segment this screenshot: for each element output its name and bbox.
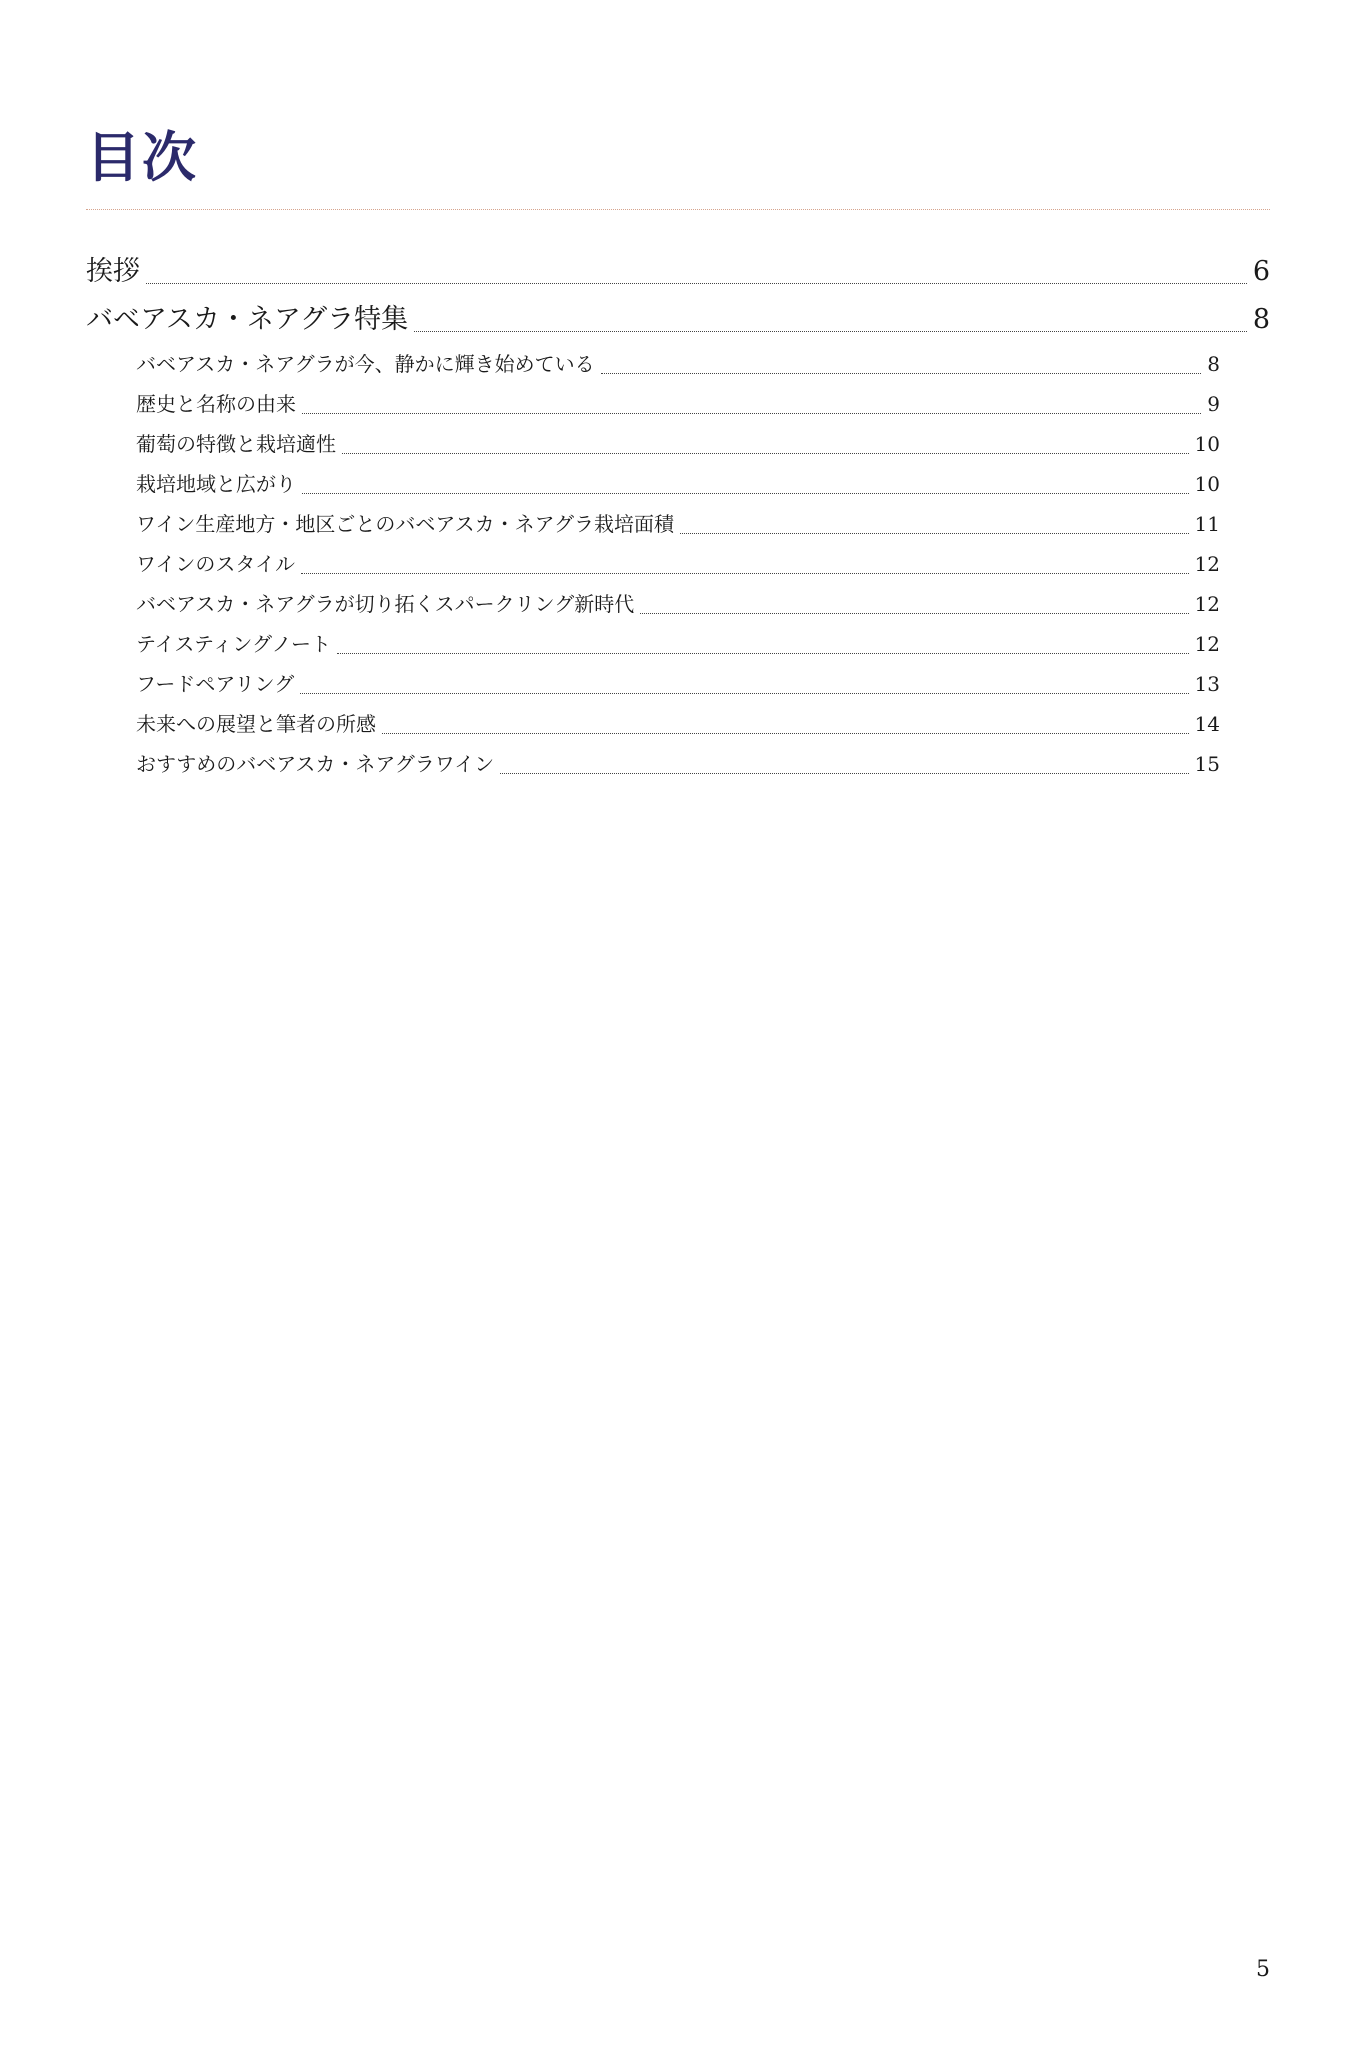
toc-entry-page: 15 [1194, 752, 1220, 776]
toc-entry-page: 10 [1194, 432, 1220, 456]
toc-leader-dots [300, 693, 1188, 694]
toc-entry-label: 栽培地域と広がり [136, 472, 296, 496]
toc-entry-label: バベアスカ・ネアグラ特集 [86, 304, 409, 335]
toc-subentry[interactable] [136, 504, 1220, 544]
toc-subentry[interactable] [136, 744, 1220, 784]
title-divider [86, 209, 1270, 210]
toc-entry-label: テイスティングノート [136, 632, 331, 656]
toc-entry-label: バベアスカ・ネアグラが今、静かに輝き始めている [136, 352, 595, 376]
toc-leader-dots [500, 773, 1188, 774]
toc-entry-label: 葡萄の特徴と栽培適性 [136, 432, 336, 456]
toc-entry-page: 14 [1194, 712, 1220, 736]
toc-entry-label: ワインのスタイル [136, 552, 295, 576]
toc-leader-dots [680, 533, 1189, 534]
toc-entry-page: 9 [1207, 392, 1220, 416]
toc-subentry[interactable] [136, 624, 1220, 664]
page-number: 5 [1256, 1957, 1270, 1982]
toc-entry-label: 歴史と名称の由来 [136, 392, 296, 416]
toc-subentry[interactable] [136, 584, 1220, 624]
toc-leader-dots [146, 283, 1247, 284]
toc-entry-page: 10 [1194, 472, 1220, 496]
toc-leader-dots [301, 573, 1189, 574]
page-title: 目次 [86, 125, 198, 189]
toc-entry-label: フードペアリング [136, 672, 295, 696]
toc-leader-dots [640, 613, 1188, 614]
toc-leader-dots [302, 413, 1201, 414]
toc-entry-label: 未来への展望と筆者の所感 [136, 712, 376, 736]
toc-entry-page: 6 [1252, 256, 1270, 287]
toc-entry-page: 12 [1194, 592, 1220, 616]
toc-entry[interactable] [86, 248, 1270, 296]
toc-subentry[interactable] [136, 704, 1220, 744]
toc-entry[interactable] [86, 296, 1270, 344]
toc-entry-label: おすすめのバベアスカ・ネアグラワイン [136, 752, 495, 776]
toc-leader-dots [414, 331, 1247, 332]
toc-leader-dots [382, 733, 1189, 734]
toc-entry-page: 13 [1194, 672, 1220, 696]
toc-entry-page: 12 [1194, 552, 1220, 576]
toc-leader-dots [337, 653, 1189, 654]
toc-entry-page: 12 [1194, 632, 1220, 656]
toc-entry-page: 8 [1252, 304, 1270, 335]
toc-entry-page: 8 [1207, 352, 1220, 376]
toc-leader-dots [601, 373, 1202, 374]
toc-entry-label: 挨拶 [86, 256, 140, 287]
toc-entry-label: ワイン生産地方・地区ごとのバベアスカ・ネアグラ栽培面積 [136, 512, 674, 536]
toc-subentry[interactable] [136, 464, 1220, 504]
toc-leader-dots [342, 453, 1189, 454]
table-of-contents [86, 248, 1270, 784]
toc-leader-dots [302, 493, 1189, 494]
toc-subentry[interactable] [136, 424, 1220, 464]
toc-subentry[interactable] [136, 384, 1220, 424]
toc-entry-page: 11 [1194, 512, 1220, 536]
toc-subentry[interactable] [136, 664, 1220, 704]
toc-subentry[interactable] [136, 544, 1220, 584]
toc-subentry[interactable] [136, 344, 1220, 384]
toc-entry-label: バベアスカ・ネアグラが切り拓くスパークリング新時代 [136, 592, 635, 616]
